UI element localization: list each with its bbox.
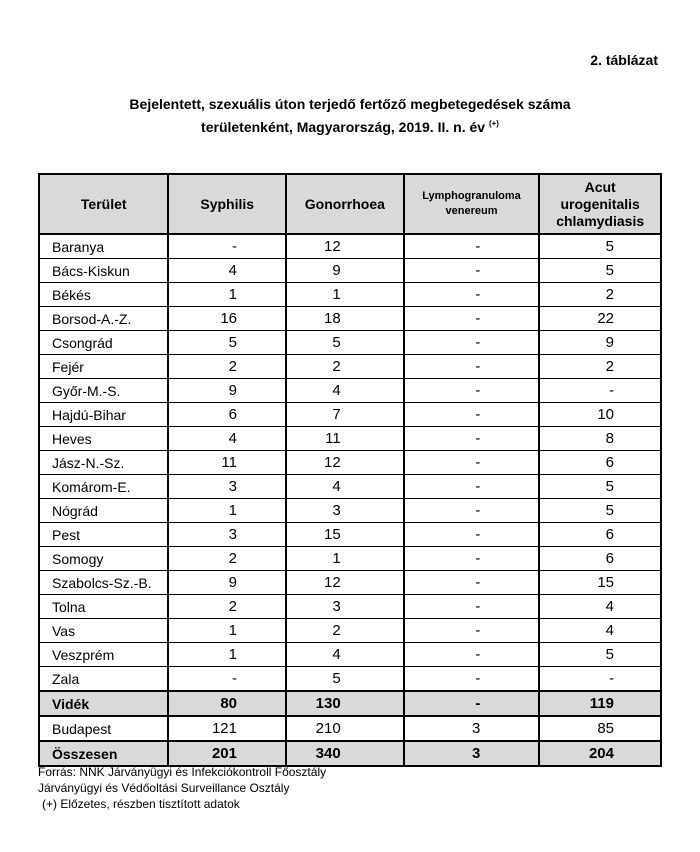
source-line-2: Járványügyi és Védőoltási Surveillance Osztály <box>38 781 290 795</box>
cell-lymph: - <box>404 283 540 307</box>
cell-area: Békés <box>39 283 168 307</box>
table-row <box>39 571 661 595</box>
table-row <box>39 355 661 379</box>
cell-syphilis: 2 <box>168 595 286 619</box>
cell-chlam: 5 <box>539 643 661 667</box>
cell-gonorrhoea: 12 <box>286 234 404 259</box>
cell-lymph: - <box>404 331 540 355</box>
budapest-row <box>39 716 661 741</box>
table-row <box>39 475 661 499</box>
budapest-chlam: 85 <box>539 716 661 741</box>
cell-syphilis: 2 <box>168 355 286 379</box>
budapest-gonorrhoea: 210 <box>286 716 404 741</box>
cell-lymph: - <box>404 499 540 523</box>
cell-chlam: 2 <box>539 283 661 307</box>
header-gonorrhoea: Gonorrhoea <box>286 174 404 234</box>
cell-chlam: - <box>539 379 661 403</box>
cell-chlam: 6 <box>539 547 661 571</box>
cell-syphilis: 1 <box>168 499 286 523</box>
preliminary-marker: (+) <box>488 119 499 128</box>
cell-chlam: 5 <box>539 259 661 283</box>
videk-lymph: - <box>404 691 540 716</box>
table-row <box>39 499 661 523</box>
cell-area: Győr-M.-S. <box>39 379 168 403</box>
table-row <box>39 547 661 571</box>
cell-gonorrhoea: 4 <box>286 475 404 499</box>
title-line-2 <box>0 114 700 137</box>
cell-gonorrhoea: 2 <box>286 355 404 379</box>
cell-lymph: - <box>404 571 540 595</box>
cell-area: Csongrád <box>39 331 168 355</box>
cell-syphilis: 1 <box>168 283 286 307</box>
cell-chlam: 15 <box>539 571 661 595</box>
cell-lymph: - <box>404 619 540 643</box>
cell-chlam: 5 <box>539 499 661 523</box>
cell-chlam: 5 <box>539 234 661 259</box>
cell-area: Fejér <box>39 355 168 379</box>
cell-area: Nógrád <box>39 499 168 523</box>
cell-syphilis: 9 <box>168 379 286 403</box>
disease-table <box>38 173 662 767</box>
header-area: Terület <box>39 174 168 234</box>
total-lymph: 3 <box>404 741 540 766</box>
cell-chlam: - <box>539 667 661 692</box>
table-row <box>39 234 661 259</box>
header-syphilis: Syphilis <box>168 174 286 234</box>
cell-syphilis: 11 <box>168 451 286 475</box>
cell-syphilis: 2 <box>168 547 286 571</box>
cell-chlam: 4 <box>539 619 661 643</box>
budapest-lymph: 3 <box>404 716 540 741</box>
cell-syphilis: 3 <box>168 475 286 499</box>
source-line-1: Forrás: NNK Járványügyi és Infekciókontroll Főosztály <box>38 765 327 779</box>
table-row <box>39 307 661 331</box>
cell-gonorrhoea: 9 <box>286 259 404 283</box>
cell-gonorrhoea: 11 <box>286 427 404 451</box>
table-row <box>39 451 661 475</box>
cell-gonorrhoea: 1 <box>286 547 404 571</box>
cell-gonorrhoea: 5 <box>286 667 404 692</box>
cell-syphilis: 3 <box>168 523 286 547</box>
cell-lymph: - <box>404 427 540 451</box>
cell-gonorrhoea: 3 <box>286 595 404 619</box>
total-row <box>39 741 661 766</box>
cell-lymph: - <box>404 667 540 692</box>
table-row <box>39 259 661 283</box>
header-chlam-line-3: chlamydiasis <box>556 212 645 229</box>
cell-syphilis: - <box>168 667 286 692</box>
videk-chlam: 119 <box>539 691 661 716</box>
cell-syphilis: 1 <box>168 619 286 643</box>
cell-chlam: 6 <box>539 523 661 547</box>
cell-area: Jász-N.-Sz. <box>39 451 168 475</box>
cell-area: Komárom-E. <box>39 475 168 499</box>
cell-chlam: 2 <box>539 355 661 379</box>
cell-gonorrhoea: 7 <box>286 403 404 427</box>
cell-chlam: 22 <box>539 307 661 331</box>
cell-chlam: 6 <box>539 451 661 475</box>
cell-lymph: - <box>404 307 540 331</box>
cell-area: Bács-Kiskun <box>39 259 168 283</box>
cell-lymph: - <box>404 355 540 379</box>
table-title <box>0 95 700 137</box>
cell-area: Baranya <box>39 234 168 259</box>
title-line-1: Bejelentett, szexuális úton terjedő fertőző megbetegedések száma <box>129 96 571 112</box>
total-gonorrhoea: 340 <box>286 741 404 766</box>
total-label: Összesen <box>39 741 168 766</box>
cell-syphilis: 1 <box>168 643 286 667</box>
table-row <box>39 427 661 451</box>
cell-chlam: 9 <box>539 331 661 355</box>
cell-gonorrhoea: 1 <box>286 283 404 307</box>
budapest-syphilis: 121 <box>168 716 286 741</box>
cell-lymph: - <box>404 595 540 619</box>
cell-area: Pest <box>39 523 168 547</box>
cell-lymph: - <box>404 523 540 547</box>
cell-gonorrhoea: 5 <box>286 331 404 355</box>
header-row <box>39 174 661 234</box>
table-number-label: 2. táblázat <box>590 52 658 68</box>
preliminary-note: (+) Előzetes, részben tisztított adatok <box>42 797 240 811</box>
cell-gonorrhoea: 4 <box>286 643 404 667</box>
cell-gonorrhoea: 12 <box>286 451 404 475</box>
table-row <box>39 403 661 427</box>
cell-area: Zala <box>39 667 168 692</box>
cell-chlam: 10 <box>539 403 661 427</box>
cell-gonorrhoea: 4 <box>286 379 404 403</box>
header-chlam-line-2: urogenitalis <box>560 195 640 212</box>
table-row <box>39 667 661 692</box>
cell-syphilis: 5 <box>168 331 286 355</box>
cell-lymph: - <box>404 451 540 475</box>
table-row <box>39 619 661 643</box>
table-row <box>39 283 661 307</box>
videk-label: Vidék <box>39 691 168 716</box>
videk-row <box>39 691 661 716</box>
cell-area: Somogy <box>39 547 168 571</box>
cell-lymph: - <box>404 234 540 259</box>
videk-syphilis: 80 <box>168 691 286 716</box>
cell-gonorrhoea: 2 <box>286 619 404 643</box>
header-lymph-line-1: Lymphogranuloma <box>422 190 521 202</box>
cell-area: Szabolcs-Sz.-B. <box>39 571 168 595</box>
cell-syphilis: 6 <box>168 403 286 427</box>
cell-area: Tolna <box>39 595 168 619</box>
table-row <box>39 595 661 619</box>
cell-chlam: 5 <box>539 475 661 499</box>
cell-syphilis: - <box>168 234 286 259</box>
videk-gonorrhoea: 130 <box>286 691 404 716</box>
total-syphilis: 201 <box>168 741 286 766</box>
table-row <box>39 331 661 355</box>
cell-lymph: - <box>404 547 540 571</box>
cell-area: Heves <box>39 427 168 451</box>
cell-syphilis: 9 <box>168 571 286 595</box>
table-row <box>39 523 661 547</box>
cell-syphilis: 16 <box>168 307 286 331</box>
title-line-2-text: területenként, Magyarország, 2019. II. n. év <box>201 119 486 135</box>
table-body <box>39 234 661 691</box>
footer <box>38 764 326 812</box>
table-row <box>39 379 661 403</box>
cell-lymph: - <box>404 379 540 403</box>
cell-gonorrhoea: 15 <box>286 523 404 547</box>
cell-lymph: - <box>404 643 540 667</box>
cell-chlam: 4 <box>539 595 661 619</box>
cell-gonorrhoea: 3 <box>286 499 404 523</box>
cell-gonorrhoea: 12 <box>286 571 404 595</box>
cell-syphilis: 4 <box>168 427 286 451</box>
cell-area: Vas <box>39 619 168 643</box>
header-chlamydiasis <box>539 174 661 234</box>
cell-lymph: - <box>404 259 540 283</box>
header-lymphogranuloma <box>404 174 540 234</box>
cell-lymph: - <box>404 403 540 427</box>
header-lymph-line-2: venereum <box>445 205 498 217</box>
cell-area: Hajdú-Bihar <box>39 403 168 427</box>
cell-chlam: 8 <box>539 427 661 451</box>
cell-area: Veszprém <box>39 643 168 667</box>
total-chlam: 204 <box>539 741 661 766</box>
table-row <box>39 643 661 667</box>
budapest-label: Budapest <box>39 716 168 741</box>
header-chlam-line-1: Acut <box>584 178 616 195</box>
cell-syphilis: 4 <box>168 259 286 283</box>
cell-gonorrhoea: 18 <box>286 307 404 331</box>
cell-lymph: - <box>404 475 540 499</box>
cell-area: Borsod-A.-Z. <box>39 307 168 331</box>
